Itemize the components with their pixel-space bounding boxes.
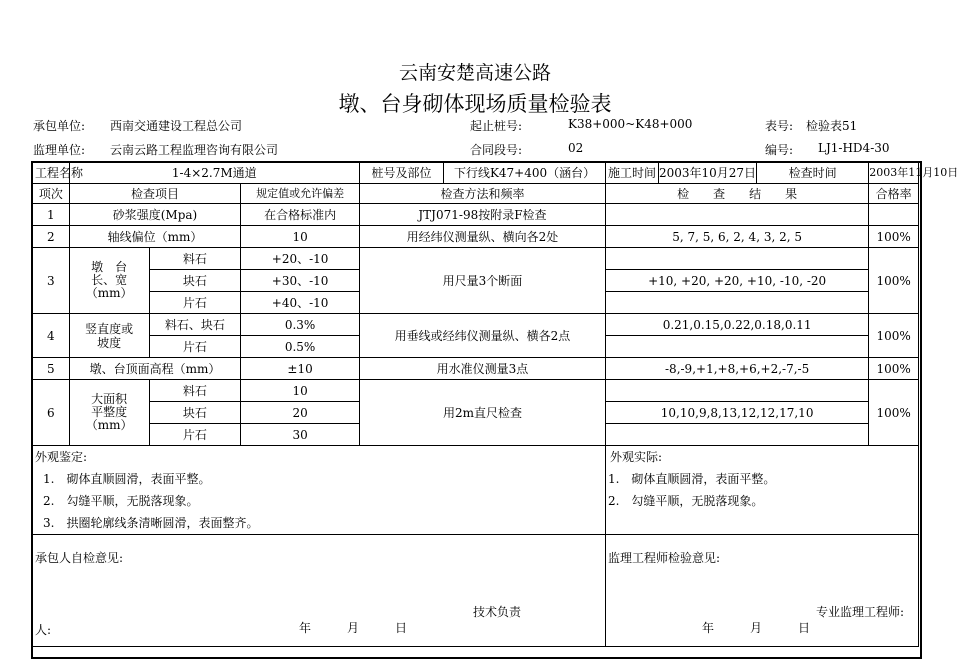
row-result: 0.21,0.15,0.22,0.18,0.11 (605, 314, 868, 336)
table-row (33, 204, 919, 226)
row-item-line: 长、宽 (91, 273, 128, 287)
row-spec: ±10 (241, 358, 360, 380)
row-result-blank (605, 336, 868, 358)
code-value: LJ1-HD4-30 (818, 141, 890, 155)
signoff-right (605, 535, 918, 647)
pile-value: 下行线K47+400（涵台） (444, 163, 606, 184)
row-item-line: 平整度 (91, 405, 128, 419)
table-row (33, 358, 919, 380)
row-rate: 100% (869, 248, 919, 314)
row-subitem: 料石 (149, 380, 241, 402)
appearance-right-item: 1. 砌体直顺圆滑，表面平整。 (607, 472, 776, 486)
row-no: 2 (33, 226, 70, 248)
row-subitem: 料石 (149, 248, 241, 270)
row-no: 3 (33, 248, 70, 314)
row-item: 墩、台顶面高程（mm） (69, 358, 241, 380)
start-time-value: 2003年10月27日 (658, 166, 757, 180)
col-rate-header: 合格率 (869, 184, 919, 204)
row-subitem: 料石、块石 (149, 314, 241, 336)
check-time-value: 2003年11月10日 (869, 163, 919, 184)
row-subitem: 片石 (149, 292, 241, 314)
table-row (33, 248, 919, 270)
appearance-right (605, 446, 918, 535)
row-result (605, 204, 868, 226)
form-title: 墩、台身砌体现场质量检验表 (338, 92, 612, 116)
row-result-blank (605, 380, 868, 402)
supervisor-opinion-label: 监理工程师检验意见: (607, 551, 721, 565)
row-item-line: （mm） (85, 418, 133, 432)
header-row (33, 184, 919, 204)
row-method: JTJ071-98按附录F检查 (359, 204, 605, 226)
station-value: K38+000~K48+000 (568, 117, 693, 131)
row-spec: +40、-10 (241, 292, 360, 314)
row-no: 1 (33, 204, 70, 226)
contractor-date: 年 月 日 (299, 621, 408, 635)
row-spec: 20 (241, 402, 360, 424)
col-spec-header: 规定值或允许偏差 (241, 184, 360, 204)
signoff-left (33, 535, 606, 647)
supervisor-label: 监理单位: (33, 143, 86, 157)
row-item: 砂浆强度(Mpa) (69, 204, 241, 226)
appearance-right-title: 外观实际: (609, 450, 663, 464)
row-method: 用水准仪测量3点 (359, 358, 605, 380)
row-result-blank (605, 292, 868, 314)
row-subitem: 片石 (149, 424, 241, 446)
appearance-right-item: 2. 勾缝平顺，无脱落现象。 (607, 494, 764, 508)
row-item-line: （mm） (85, 286, 133, 300)
row-rate: 100% (869, 358, 919, 380)
project-name-label: 工程名称 (33, 163, 70, 184)
form-no-value: 检验表51 (806, 119, 858, 133)
row-item-line: 大面积 (91, 392, 128, 406)
start-time-label: 施工时间 (606, 163, 659, 183)
form-no-label: 表号: (765, 119, 794, 133)
col-method-header: 检查方法和频率 (359, 184, 605, 204)
row-rate: 100% (869, 380, 919, 446)
row-method: 用尺量3个断面 (359, 248, 605, 314)
appearance-left-title: 外观鉴定: (35, 450, 88, 464)
appearance-left (33, 446, 606, 535)
row-item-line: 墩 台 (91, 260, 128, 274)
row-rate (869, 204, 919, 226)
row-spec: 10 (241, 226, 360, 248)
row-item (69, 248, 149, 314)
table-row (33, 314, 919, 336)
contractor-value: 西南交通建设工程总公司 (110, 119, 243, 133)
start-time-cell (605, 163, 756, 184)
col-result-header: 检 查 结 果 (605, 184, 868, 204)
row-method: 用经纬仪测量纵、横向各2处 (359, 226, 605, 248)
row-rate: 100% (869, 314, 919, 358)
row-method: 用垂线或经纬仪测量纵、横各2点 (359, 314, 605, 358)
row-result: +10, +20, +20, +10, -10, -20 (605, 270, 868, 292)
contractor-label: 承包单位: (33, 119, 86, 133)
contractor-opinion-label: 承包人自检意见: (35, 551, 124, 565)
station-label: 起止桩号: (470, 119, 523, 133)
table-row (33, 380, 919, 402)
row-no: 4 (33, 314, 70, 358)
appearance-left-item: 2. 勾缝平顺，无脱落现象。 (43, 494, 199, 508)
row-item-line: 坡度 (97, 335, 122, 350)
supervisor-value: 云南云路工程监理咨询有限公司 (110, 143, 279, 157)
contract-label: 合同段号: (470, 143, 523, 157)
appearance-row (33, 446, 919, 535)
appearance-left-item: 1. 砌体直顺圆滑，表面平整。 (43, 472, 211, 486)
row-subitem: 块石 (149, 270, 241, 292)
row-result: 5, 7, 5, 6, 2, 4, 3, 2, 5 (605, 226, 868, 248)
row-method: 用2m直尺检查 (359, 380, 605, 446)
row-spec: 0.5% (241, 336, 360, 358)
row-spec: +20、-10 (241, 248, 360, 270)
supervisor-date: 年 月 日 (701, 621, 810, 635)
tech-lead-label-2: 人: (35, 623, 52, 637)
row-spec: 30 (241, 424, 360, 446)
row-item (69, 380, 149, 446)
row-item (69, 314, 149, 358)
tech-lead-label: 技术负责 (473, 605, 522, 619)
signoff-row (33, 535, 919, 647)
supervisor-engineer-label: 专业监理工程师: (815, 605, 905, 619)
row-spec: +30、-10 (241, 270, 360, 292)
appearance-left-item: 3. 拱圈轮廓线条清晰圆滑，表面整齐。 (43, 516, 259, 530)
col-item-header: 检查项目 (69, 184, 241, 204)
table-row (33, 226, 919, 248)
row-result: 10,10,9,8,13,12,12,17,10 (605, 402, 868, 424)
row-spec: 0.3% (241, 314, 360, 336)
contract-value: 02 (568, 141, 584, 155)
row-result: -8,-9,+1,+8,+6,+2,-7,-5 (605, 358, 868, 380)
row-no: 6 (33, 380, 70, 446)
row-item: 轴线偏位（mm） (69, 226, 241, 248)
check-time-label: 检查时间 (757, 163, 869, 184)
row-result-blank (605, 248, 868, 270)
project-row (33, 163, 919, 184)
row-spec: 在合格标准内 (241, 204, 360, 226)
row-no: 5 (33, 358, 70, 380)
inspection-table (32, 162, 958, 647)
pile-label: 桩号及部位 (359, 163, 443, 184)
row-item-line: 竖直度或 (85, 321, 134, 336)
page-title: 云南安楚高速公路 (398, 62, 551, 84)
project-name-value: 1-4×2.7M通道 (69, 163, 359, 184)
row-rate: 100% (869, 226, 919, 248)
col-no-header: 项次 (33, 184, 70, 204)
row-subitem: 片石 (149, 336, 241, 358)
row-subitem: 块石 (149, 402, 241, 424)
row-spec: 10 (241, 380, 360, 402)
row-result-blank (605, 424, 868, 446)
code-label: 编号: (765, 143, 794, 157)
